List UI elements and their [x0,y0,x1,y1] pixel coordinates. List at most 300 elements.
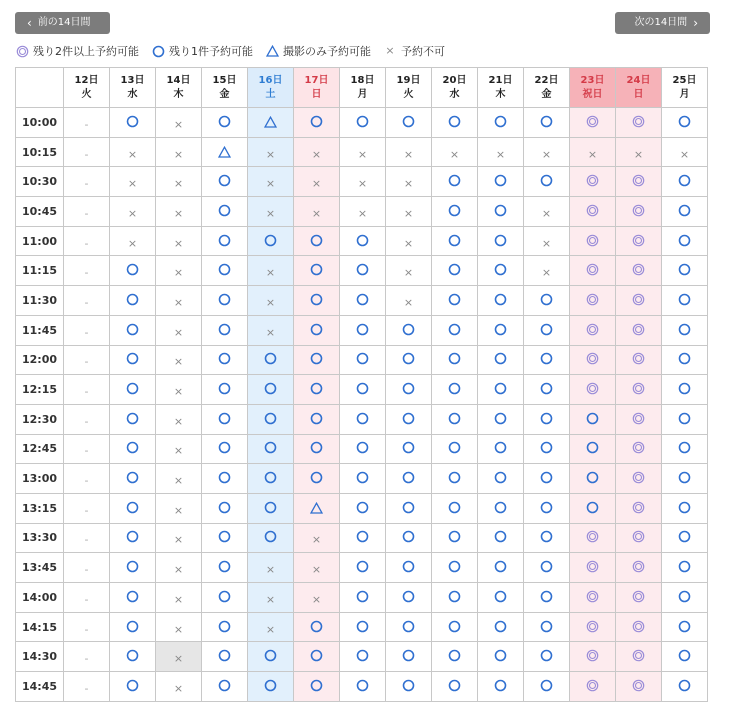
time-row [16,523,708,553]
slot-cell[interactable] [478,197,524,227]
slot-cell[interactable] [524,108,570,138]
slot-cell[interactable] [248,345,294,375]
time-label: 10:30 [16,167,64,197]
available-circle-icon [218,203,232,217]
slot-cell[interactable] [202,672,248,702]
slot-cell[interactable] [340,286,386,316]
slot-cell[interactable] [386,404,432,434]
slot-cell[interactable] [340,404,386,434]
slot-cell[interactable] [110,553,156,583]
slot-cell[interactable] [616,553,662,583]
slot-cell [248,197,294,227]
available-circle-icon [218,411,232,425]
slot-cell[interactable] [570,315,616,345]
double-circle-icon [586,203,600,217]
slot-cell[interactable] [110,464,156,494]
slot-cell[interactable] [340,256,386,286]
unavailable-cross-icon: × [311,177,322,191]
time-label: 10:15 [16,137,64,167]
slot-cell [524,197,570,227]
slot-cell[interactable] [570,404,616,434]
available-circle-icon [402,649,416,663]
slot-cell[interactable] [202,108,248,138]
double-circle-icon [632,233,646,247]
slot-cell[interactable] [432,553,478,583]
available-circle-icon [678,174,692,188]
slot-cell[interactable] [248,108,294,138]
slot-cell[interactable] [616,197,662,227]
slot-cell[interactable] [570,256,616,286]
slot-cell[interactable] [570,345,616,375]
available-circle-icon [402,411,416,425]
slot-cell[interactable] [616,672,662,702]
available-circle-icon [218,500,232,514]
time-row [16,553,708,583]
slot-cell[interactable] [662,167,708,197]
slot-cell[interactable] [662,404,708,434]
slot-cell[interactable] [248,464,294,494]
slot-cell[interactable] [616,523,662,553]
available-circle-icon [494,471,508,485]
time-label: 11:45 [16,315,64,345]
slot-cell[interactable] [432,197,478,227]
slot-cell[interactable] [662,583,708,613]
slot-cell[interactable] [248,226,294,256]
slot-cell[interactable] [432,642,478,672]
corner-cell [16,68,64,108]
slot-cell[interactable] [616,286,662,316]
slot-cell[interactable] [570,108,616,138]
unavailable-cross-icon: × [173,503,184,517]
slot-cell[interactable] [202,493,248,523]
slot-cell[interactable] [386,493,432,523]
slot-cell[interactable] [110,315,156,345]
slot-cell[interactable] [248,375,294,405]
available-circle-icon [494,174,508,188]
slot-cell[interactable] [110,672,156,702]
day-of-week: 月 [357,88,368,100]
slot-cell[interactable] [662,434,708,464]
slot-cell[interactable] [340,523,386,553]
slot-cell[interactable] [202,464,248,494]
slot-cell[interactable] [340,493,386,523]
slot-cell[interactable] [110,434,156,464]
slot-cell[interactable] [524,612,570,642]
slot-cell[interactable] [386,672,432,702]
double-circle-icon [632,589,646,603]
available-circle-icon [264,441,278,455]
time-row [16,137,708,167]
available-circle-icon [494,114,508,128]
slot-cell[interactable] [110,375,156,405]
slot-cell[interactable] [662,226,708,256]
unavailable-cross-icon: × [173,236,184,250]
slot-cell[interactable] [570,464,616,494]
slot-cell[interactable] [340,612,386,642]
slot-cell[interactable] [294,226,340,256]
slot-cell[interactable] [202,315,248,345]
slot-cell[interactable] [110,493,156,523]
slot-cell[interactable] [110,612,156,642]
slot-cell[interactable] [662,286,708,316]
available-circle-icon [310,382,324,396]
day-header-9 [478,68,524,108]
day-of-week: 土 [265,88,276,100]
slot-cell[interactable] [616,108,662,138]
slot-cell[interactable] [662,672,708,702]
slot-cell[interactable] [570,612,616,642]
slot-cell[interactable] [110,256,156,286]
slot-cell[interactable] [110,345,156,375]
slot-cell[interactable] [294,434,340,464]
available-circle-icon [494,619,508,633]
slot-cell[interactable] [202,286,248,316]
chevron-left-icon: ‹ [27,16,32,30]
slot-cell[interactable] [616,612,662,642]
slot-cell[interactable] [202,375,248,405]
slot-cell[interactable] [570,286,616,316]
slot-cell[interactable] [294,256,340,286]
slot-cell[interactable] [662,197,708,227]
slot-cell[interactable] [616,404,662,434]
slot-cell[interactable] [294,464,340,494]
slot-cell[interactable] [616,256,662,286]
available-circle-icon [218,352,232,366]
slot-cell[interactable] [524,315,570,345]
available-circle-icon [264,411,278,425]
slot-cell[interactable] [294,612,340,642]
time-row [16,493,708,523]
slot-cell[interactable] [202,583,248,613]
slot-cell[interactable] [662,315,708,345]
slot-cell[interactable] [340,315,386,345]
legend-label: 残り2件以上予約可能 [33,45,139,58]
slot-cell[interactable] [570,167,616,197]
slot-cell[interactable] [570,642,616,672]
slot-cell[interactable] [340,464,386,494]
slot-cell[interactable] [432,315,478,345]
slot-cell[interactable] [524,523,570,553]
slot-cell[interactable] [524,286,570,316]
double-circle-icon [632,292,646,306]
slot-cell[interactable] [294,404,340,434]
slot-cell[interactable] [202,137,248,167]
slot-cell[interactable] [662,108,708,138]
slot-cell[interactable] [294,286,340,316]
slot-cell[interactable] [570,553,616,583]
slot-cell[interactable] [662,375,708,405]
slot-cell[interactable] [248,523,294,553]
available-circle-icon [310,649,324,663]
slot-cell[interactable] [616,583,662,613]
slot-cell[interactable] [570,226,616,256]
available-circle-icon [218,292,232,306]
slot-cell[interactable] [616,315,662,345]
slot-cell[interactable] [294,108,340,138]
slot-cell[interactable] [432,672,478,702]
slot-cell[interactable] [110,404,156,434]
unavailable-cross-icon: × [173,355,184,369]
unavailable-cross-icon: × [173,117,184,131]
slot-cell[interactable] [616,167,662,197]
slot-cell [64,523,110,553]
slot-cell[interactable] [570,434,616,464]
slot-cell[interactable] [524,583,570,613]
slot-cell[interactable] [340,345,386,375]
slot-cell[interactable] [202,553,248,583]
available-circle-icon [448,382,462,396]
slot-cell[interactable] [110,642,156,672]
slot-cell[interactable] [340,226,386,256]
slot-cell[interactable] [432,375,478,405]
slot-cell[interactable] [432,345,478,375]
slot-cell[interactable] [524,345,570,375]
slot-cell[interactable] [294,642,340,672]
unavailable-cross-icon: × [541,236,552,250]
next-14-days-button[interactable] [615,12,710,34]
slot-cell [294,553,340,583]
slot-cell[interactable] [386,345,432,375]
day-of-week: 火 [403,88,414,100]
slot-cell[interactable] [478,464,524,494]
slot-cell[interactable] [478,493,524,523]
time-row [16,345,708,375]
slot-cell[interactable] [616,434,662,464]
slot-cell[interactable] [202,226,248,256]
prev-14-days-button[interactable] [15,12,110,34]
slot-cell[interactable] [432,167,478,197]
slot-cell[interactable] [432,286,478,316]
slot-cell [64,167,110,197]
slot-cell [64,434,110,464]
slot-cell[interactable] [294,345,340,375]
slot-cell[interactable] [662,553,708,583]
slot-cell[interactable] [432,523,478,553]
slot-cell[interactable] [202,642,248,672]
slot-cell[interactable] [432,493,478,523]
unavailable-cross-icon: × [265,206,276,220]
slot-cell[interactable] [340,583,386,613]
slot-cell[interactable] [432,434,478,464]
slot-cell[interactable] [524,167,570,197]
slot-cell[interactable] [662,464,708,494]
slot-cell[interactable] [524,375,570,405]
slot-cell[interactable] [616,226,662,256]
unavailable-cross-icon: × [265,622,276,636]
slot-cell[interactable] [524,672,570,702]
time-label: 14:00 [16,583,64,613]
slot-cell[interactable] [294,315,340,345]
slot-cell[interactable] [662,523,708,553]
slot-cell[interactable] [386,315,432,345]
slot-cell[interactable] [478,345,524,375]
slot-cell[interactable] [662,493,708,523]
slot-cell[interactable] [616,493,662,523]
available-circle-icon [218,589,232,603]
legend-item-double [15,43,139,59]
slot-cell [64,672,110,702]
slot-cell[interactable] [616,375,662,405]
unavailable-cross-icon: × [173,147,184,161]
slot-cell[interactable] [110,108,156,138]
slot-cell[interactable] [432,108,478,138]
slot-cell[interactable] [248,434,294,464]
slot-cell[interactable] [570,375,616,405]
available-circle-icon [402,322,416,336]
slot-cell[interactable] [478,256,524,286]
slot-cell[interactable] [662,612,708,642]
slot-cell[interactable] [432,226,478,256]
slot-cell[interactable] [478,167,524,197]
slot-cell[interactable] [432,583,478,613]
slot-cell[interactable] [386,375,432,405]
slot-cell[interactable] [478,315,524,345]
slot-cell [156,434,202,464]
slot-cell[interactable] [570,523,616,553]
slot-cell[interactable] [432,404,478,434]
slot-cell[interactable] [570,672,616,702]
slot-cell[interactable] [570,583,616,613]
slot-cell[interactable] [386,553,432,583]
slot-cell [64,256,110,286]
available-circle-icon [126,471,140,485]
slot-cell[interactable] [478,553,524,583]
slot-cell[interactable] [386,612,432,642]
day-date: 17日 [304,74,329,86]
slot-cell[interactable] [386,464,432,494]
double-circle-icon [586,292,600,306]
slot-cell[interactable] [202,612,248,642]
slot-cell[interactable] [478,226,524,256]
available-circle-icon [586,411,600,425]
available-circle-icon [448,203,462,217]
slot-cell[interactable] [294,672,340,702]
slot-cell[interactable] [248,642,294,672]
slot-cell [524,137,570,167]
slot-cell[interactable] [110,583,156,613]
time-row [16,167,708,197]
unavailable-cross-icon: × [173,592,184,606]
slot-cell[interactable] [570,197,616,227]
slot-cell[interactable] [202,256,248,286]
slot-cell[interactable] [202,523,248,553]
slot-cell[interactable] [570,493,616,523]
slot-cell[interactable] [478,642,524,672]
triangle-icon [218,145,232,159]
day-header-12 [616,68,662,108]
slot-cell[interactable] [248,672,294,702]
slot-cell[interactable] [340,553,386,583]
available-circle-icon [402,441,416,455]
slot-cell[interactable] [662,256,708,286]
slot-cell[interactable] [248,404,294,434]
available-circle-icon [218,263,232,277]
slot-cell[interactable] [386,583,432,613]
slot-cell[interactable] [478,404,524,434]
slot-cell[interactable] [202,167,248,197]
unavailable-cross-icon: × [173,444,184,458]
slot-cell[interactable] [110,523,156,553]
slot-cell[interactable] [478,434,524,464]
no-slot-dash: - [84,592,89,606]
slot-cell[interactable] [616,464,662,494]
slot-cell[interactable] [386,523,432,553]
slot-cell[interactable] [478,375,524,405]
time-label: 13:45 [16,553,64,583]
available-circle-icon [678,411,692,425]
slot-cell[interactable] [202,404,248,434]
slot-cell[interactable] [524,642,570,672]
circle-icon [151,44,165,58]
unavailable-cross-icon: × [679,147,690,161]
slot-cell[interactable] [340,375,386,405]
slot-cell[interactable] [478,583,524,613]
slot-cell[interactable] [432,464,478,494]
available-circle-icon [494,263,508,277]
slot-cell[interactable] [340,434,386,464]
unavailable-cross-icon: × [265,325,276,339]
unavailable-cross-icon: × [403,295,414,309]
slot-cell[interactable] [340,108,386,138]
slot-cell[interactable] [478,612,524,642]
slot-cell[interactable] [202,434,248,464]
time-label: 12:30 [16,404,64,434]
available-circle-icon [494,382,508,396]
slot-cell[interactable] [248,493,294,523]
double-circle-icon [586,114,600,128]
slot-cell[interactable] [294,493,340,523]
slot-cell[interactable] [432,256,478,286]
slot-cell[interactable] [202,197,248,227]
slot-cell[interactable] [294,375,340,405]
slot-cell[interactable] [478,672,524,702]
slot-cell[interactable] [616,642,662,672]
slot-cell[interactable] [386,642,432,672]
slot-cell[interactable] [386,108,432,138]
slot-cell[interactable] [524,493,570,523]
slot-cell[interactable] [662,642,708,672]
slot-cell[interactable] [202,345,248,375]
slot-cell[interactable] [432,612,478,642]
slot-cell[interactable] [386,434,432,464]
slot-cell[interactable] [616,345,662,375]
slot-cell[interactable] [662,345,708,375]
slot-cell[interactable] [478,286,524,316]
triangle-icon [265,44,279,58]
available-circle-icon [540,441,554,455]
available-circle-icon [356,589,370,603]
slot-cell[interactable] [524,434,570,464]
slot-cell[interactable] [524,404,570,434]
slot-cell[interactable] [478,523,524,553]
slot-cell[interactable] [478,108,524,138]
slot-cell [64,345,110,375]
slot-cell [340,137,386,167]
no-slot-dash: - [84,295,89,309]
available-circle-icon [678,530,692,544]
slot-cell[interactable] [524,464,570,494]
slot-cell [64,226,110,256]
double-circle-icon [632,500,646,514]
day-header-4 [248,68,294,108]
slot-cell[interactable] [110,286,156,316]
unavailable-cross-icon: × [541,147,552,161]
available-circle-icon [264,352,278,366]
slot-cell[interactable] [524,553,570,583]
slot-cell[interactable] [340,642,386,672]
slot-cell[interactable] [340,672,386,702]
available-circle-icon [586,441,600,455]
